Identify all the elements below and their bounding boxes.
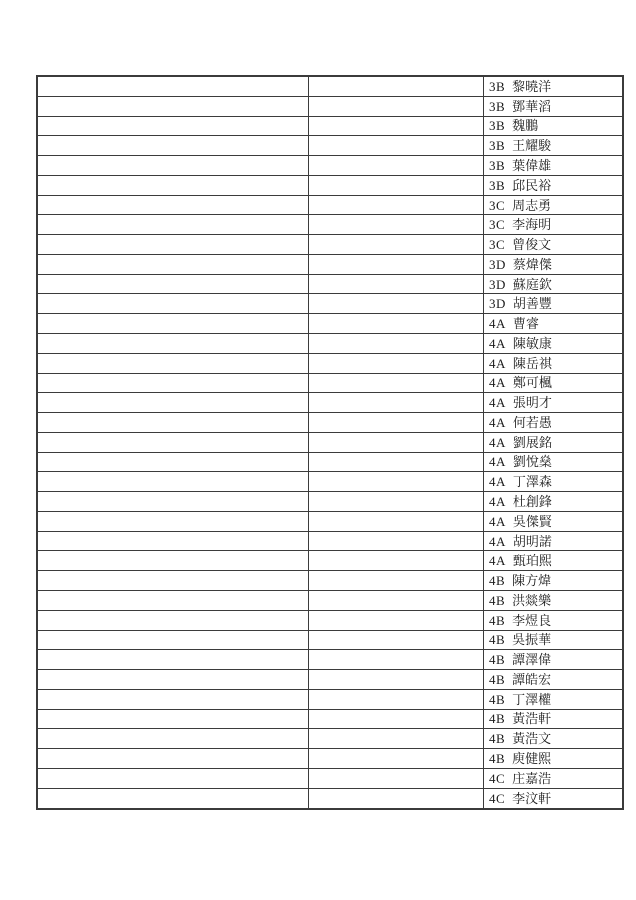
class-code: 4A xyxy=(489,474,506,490)
class-code: 3C xyxy=(489,237,506,253)
cell-content xyxy=(484,535,622,548)
class-code: 4A xyxy=(489,316,506,332)
empty-cell-2 xyxy=(309,373,484,393)
class-name-cell xyxy=(484,334,624,354)
class-code: 4A xyxy=(489,533,506,549)
table-row xyxy=(37,729,623,749)
student-name: 鄭可楓 xyxy=(512,375,552,391)
empty-cell-2 xyxy=(309,492,484,512)
class-code: 3B xyxy=(489,118,506,134)
student-name: 蘇庭欽 xyxy=(512,276,552,292)
empty-cell-1 xyxy=(37,76,309,96)
empty-cell-1 xyxy=(37,314,309,334)
student-name: 譚皓宏 xyxy=(512,671,552,687)
table-row xyxy=(37,749,623,769)
table-row xyxy=(37,610,623,630)
table-row xyxy=(37,294,623,314)
empty-cell-2 xyxy=(309,531,484,551)
class-name-cell xyxy=(484,511,624,531)
student-name: 陳岳祺 xyxy=(512,355,552,371)
student-name: 葉偉雄 xyxy=(512,158,552,173)
class-code: 4A xyxy=(489,553,506,569)
class-name-cell xyxy=(484,452,624,472)
student-name: 譚澤偉 xyxy=(512,652,552,668)
empty-cell-1 xyxy=(37,709,309,729)
table-row xyxy=(37,314,623,334)
empty-cell-1 xyxy=(37,195,309,215)
class-name-cell xyxy=(484,274,624,294)
class-name-cell xyxy=(484,768,624,788)
student-name: 丁澤森 xyxy=(512,474,552,490)
class-name-cell xyxy=(484,373,624,393)
table-row xyxy=(37,571,623,591)
table-row xyxy=(37,650,623,670)
student-name: 胡明諾 xyxy=(512,533,552,549)
class-name-cell xyxy=(484,650,624,670)
empty-cell-1 xyxy=(37,116,309,136)
class-name-cell xyxy=(484,393,624,413)
empty-cell-1 xyxy=(37,136,309,156)
empty-cell-1 xyxy=(37,630,309,650)
empty-cell-2 xyxy=(309,511,484,531)
table-row xyxy=(37,254,623,274)
class-name-cell xyxy=(484,472,624,492)
empty-cell-1 xyxy=(37,393,309,413)
empty-cell-1 xyxy=(37,235,309,255)
empty-cell-1 xyxy=(37,788,309,809)
class-code: 4A xyxy=(489,355,506,371)
class-name-cell xyxy=(484,689,624,709)
class-name-cell xyxy=(484,531,624,551)
table-row xyxy=(37,511,623,531)
cell-content xyxy=(484,119,622,132)
empty-cell-2 xyxy=(309,274,484,294)
class-name-cell xyxy=(484,590,624,610)
empty-cell-1 xyxy=(37,610,309,630)
cell-content xyxy=(484,80,622,93)
class-code: 4C xyxy=(489,790,506,806)
empty-cell-1 xyxy=(37,511,309,531)
cell-content xyxy=(484,614,622,627)
cell-content xyxy=(484,179,622,192)
empty-cell-2 xyxy=(309,689,484,709)
empty-cell-2 xyxy=(309,630,484,650)
cell-content xyxy=(484,594,622,607)
student-table-body xyxy=(37,76,623,809)
table-row xyxy=(37,709,623,729)
class-name-cell xyxy=(484,788,624,809)
cell-content xyxy=(484,317,622,330)
class-name-cell xyxy=(484,254,624,274)
class-name-cell xyxy=(484,492,624,512)
class-code: 4A xyxy=(489,513,506,529)
class-code: 4A xyxy=(489,494,506,510)
cell-content xyxy=(484,258,622,271)
student-name: 庄嘉浩 xyxy=(512,770,552,786)
class-code: 3C xyxy=(489,217,506,233)
empty-cell-1 xyxy=(37,670,309,690)
class-code: 4B xyxy=(489,731,506,747)
cell-content xyxy=(484,100,622,113)
student-name: 黃浩軒 xyxy=(512,711,552,727)
table-row xyxy=(37,334,623,354)
empty-cell-2 xyxy=(309,413,484,433)
table-row xyxy=(37,630,623,650)
cell-content xyxy=(484,792,622,805)
student-name: 李海明 xyxy=(512,217,552,233)
class-name-cell xyxy=(484,749,624,769)
empty-cell-1 xyxy=(37,353,309,373)
class-name-cell xyxy=(484,195,624,215)
empty-cell-2 xyxy=(309,353,484,373)
class-code: 3B xyxy=(489,158,506,173)
empty-cell-1 xyxy=(37,590,309,610)
student-name: 丁澤權 xyxy=(512,691,552,707)
class-name-cell xyxy=(484,175,624,195)
class-name-cell xyxy=(484,314,624,334)
student-name: 周志勇 xyxy=(512,197,552,213)
empty-cell-1 xyxy=(37,274,309,294)
class-name-cell xyxy=(484,610,624,630)
class-code: 4A xyxy=(489,414,506,430)
empty-cell-2 xyxy=(309,195,484,215)
table-row xyxy=(37,175,623,195)
table-row xyxy=(37,116,623,136)
empty-cell-2 xyxy=(309,156,484,176)
student-name: 邱民裕 xyxy=(512,177,552,193)
cell-content xyxy=(484,376,622,389)
class-name-cell xyxy=(484,571,624,591)
empty-cell-2 xyxy=(309,136,484,156)
empty-cell-2 xyxy=(309,749,484,769)
cell-content xyxy=(484,772,622,785)
cell-content xyxy=(484,396,622,409)
student-name: 李煜良 xyxy=(512,612,552,628)
student-name: 吳振華 xyxy=(512,632,552,648)
cell-content xyxy=(484,574,622,587)
class-name-cell xyxy=(484,136,624,156)
table-row xyxy=(37,590,623,610)
class-code: 4B xyxy=(489,671,506,687)
table-row xyxy=(37,452,623,472)
student-name: 黃浩文 xyxy=(512,731,552,747)
class-code: 3B xyxy=(489,78,506,94)
cell-content xyxy=(484,455,622,468)
empty-cell-1 xyxy=(37,294,309,314)
cell-content xyxy=(484,712,622,725)
student-name: 鄧華滔 xyxy=(512,98,552,114)
table-row xyxy=(37,136,623,156)
student-name: 吳傑賢 xyxy=(512,513,552,529)
empty-cell-2 xyxy=(309,334,484,354)
empty-cell-1 xyxy=(37,156,309,176)
class-name-cell xyxy=(484,709,624,729)
class-name-cell xyxy=(484,729,624,749)
empty-cell-2 xyxy=(309,709,484,729)
cell-content xyxy=(484,495,622,508)
class-name-cell xyxy=(484,413,624,433)
empty-cell-2 xyxy=(309,76,484,96)
empty-cell-1 xyxy=(37,432,309,452)
student-name: 洪燚樂 xyxy=(512,592,552,608)
class-code: 4B xyxy=(489,632,506,648)
student-name: 杜創鋒 xyxy=(512,494,552,510)
class-name-cell xyxy=(484,116,624,136)
class-code: 3B xyxy=(489,177,506,193)
table-row xyxy=(37,551,623,571)
student-name: 胡善豐 xyxy=(512,296,552,312)
class-code: 4C xyxy=(489,770,506,786)
class-code: 4A xyxy=(489,434,506,450)
table-row xyxy=(37,76,623,96)
class-name-cell xyxy=(484,156,624,176)
class-name-cell xyxy=(484,432,624,452)
cell-content xyxy=(484,297,622,310)
table-row xyxy=(37,492,623,512)
table-row xyxy=(37,432,623,452)
student-name: 甄珀熙 xyxy=(512,553,552,569)
empty-cell-1 xyxy=(37,492,309,512)
empty-cell-2 xyxy=(309,590,484,610)
empty-cell-2 xyxy=(309,254,484,274)
empty-cell-2 xyxy=(309,175,484,195)
table-row xyxy=(37,195,623,215)
student-name: 陳方煒 xyxy=(512,573,552,589)
student-name: 劉悅燊 xyxy=(512,454,552,470)
empty-cell-1 xyxy=(37,551,309,571)
table-row xyxy=(37,274,623,294)
table-row xyxy=(37,235,623,255)
class-code: 4A xyxy=(489,454,506,470)
empty-cell-2 xyxy=(309,551,484,571)
cell-content xyxy=(484,673,622,686)
empty-cell-2 xyxy=(309,294,484,314)
table-row xyxy=(37,215,623,235)
student-name: 王耀駿 xyxy=(512,138,552,154)
empty-cell-1 xyxy=(37,413,309,433)
cell-content xyxy=(484,693,622,706)
student-name: 魏鵬 xyxy=(512,118,539,134)
cell-content xyxy=(484,633,622,646)
empty-cell-2 xyxy=(309,610,484,630)
cell-content xyxy=(484,653,622,666)
student-name: 陳敏康 xyxy=(512,335,552,351)
table-row xyxy=(37,689,623,709)
class-name-cell xyxy=(484,215,624,235)
student-name: 庾健熙 xyxy=(512,750,552,766)
empty-cell-2 xyxy=(309,393,484,413)
class-code: 4B xyxy=(489,652,506,668)
class-code: 3D xyxy=(489,296,506,312)
empty-cell-1 xyxy=(37,768,309,788)
empty-cell-1 xyxy=(37,96,309,116)
empty-cell-1 xyxy=(37,373,309,393)
class-name-cell xyxy=(484,353,624,373)
cell-content xyxy=(484,337,622,350)
empty-cell-2 xyxy=(309,432,484,452)
empty-cell-1 xyxy=(37,571,309,591)
empty-cell-1 xyxy=(37,650,309,670)
class-code: 3D xyxy=(489,276,506,292)
cell-content xyxy=(484,199,622,212)
class-code: 4B xyxy=(489,612,506,628)
class-code: 3B xyxy=(489,138,506,154)
table-row xyxy=(37,156,623,176)
class-code: 4A xyxy=(489,375,506,391)
class-name-cell xyxy=(484,630,624,650)
empty-cell-1 xyxy=(37,215,309,235)
empty-cell-2 xyxy=(309,670,484,690)
empty-cell-1 xyxy=(37,254,309,274)
cell-content xyxy=(484,416,622,429)
table-row xyxy=(37,472,623,492)
cell-content xyxy=(484,238,622,251)
class-code: 4B xyxy=(489,573,506,589)
class-code: 4B xyxy=(489,750,506,766)
student-name: 張明才 xyxy=(512,395,552,411)
empty-cell-1 xyxy=(37,531,309,551)
cell-content xyxy=(484,436,622,449)
empty-cell-2 xyxy=(309,729,484,749)
cell-content xyxy=(484,357,622,370)
table-row xyxy=(37,531,623,551)
student-name: 李汶軒 xyxy=(512,790,552,806)
empty-cell-2 xyxy=(309,235,484,255)
class-code: 3C xyxy=(489,197,506,213)
class-name-cell xyxy=(484,235,624,255)
table-row xyxy=(37,96,623,116)
table-row xyxy=(37,393,623,413)
student-name: 何若愚 xyxy=(512,414,552,430)
student-name: 曾俊文 xyxy=(512,237,552,253)
class-code: 3D xyxy=(489,256,506,272)
class-code: 4A xyxy=(489,335,506,351)
empty-cell-1 xyxy=(37,452,309,472)
cell-content xyxy=(484,732,622,745)
class-code: 4B xyxy=(489,592,506,608)
class-code: 4B xyxy=(489,691,506,707)
empty-cell-1 xyxy=(37,689,309,709)
empty-cell-2 xyxy=(309,116,484,136)
empty-cell-1 xyxy=(37,729,309,749)
table-row xyxy=(37,670,623,690)
class-name-cell xyxy=(484,670,624,690)
table-row xyxy=(37,373,623,393)
empty-cell-2 xyxy=(309,768,484,788)
table-row xyxy=(37,413,623,433)
empty-cell-1 xyxy=(37,334,309,354)
empty-cell-1 xyxy=(37,749,309,769)
empty-cell-2 xyxy=(309,788,484,809)
cell-content xyxy=(484,139,622,152)
class-name-cell xyxy=(484,551,624,571)
empty-cell-2 xyxy=(309,571,484,591)
class-code: 4A xyxy=(489,395,506,411)
table-row xyxy=(37,788,623,809)
cell-content xyxy=(484,752,622,765)
empty-cell-2 xyxy=(309,472,484,492)
table-row xyxy=(37,353,623,373)
cell-content xyxy=(484,475,622,488)
class-code: 3B xyxy=(489,98,506,114)
empty-cell-2 xyxy=(309,314,484,334)
empty-cell-1 xyxy=(37,472,309,492)
empty-cell-2 xyxy=(309,452,484,472)
cell-content xyxy=(484,554,622,567)
class-name-cell xyxy=(484,96,624,116)
empty-cell-2 xyxy=(309,650,484,670)
cell-content xyxy=(484,278,622,291)
empty-cell-2 xyxy=(309,96,484,116)
student-name: 劉展銘 xyxy=(512,434,552,450)
cell-content xyxy=(484,159,622,172)
table-row xyxy=(37,768,623,788)
class-name-cell xyxy=(484,76,624,96)
cell-content xyxy=(484,515,622,528)
student-name: 曹睿 xyxy=(512,316,539,332)
cell-content xyxy=(484,218,622,231)
student-name: 黎曉洋 xyxy=(512,78,552,94)
empty-cell-1 xyxy=(37,175,309,195)
class-code: 4B xyxy=(489,711,506,727)
student-table xyxy=(36,75,624,810)
student-name: 蔡煒傑 xyxy=(512,256,552,272)
empty-cell-2 xyxy=(309,215,484,235)
class-name-cell xyxy=(484,294,624,314)
